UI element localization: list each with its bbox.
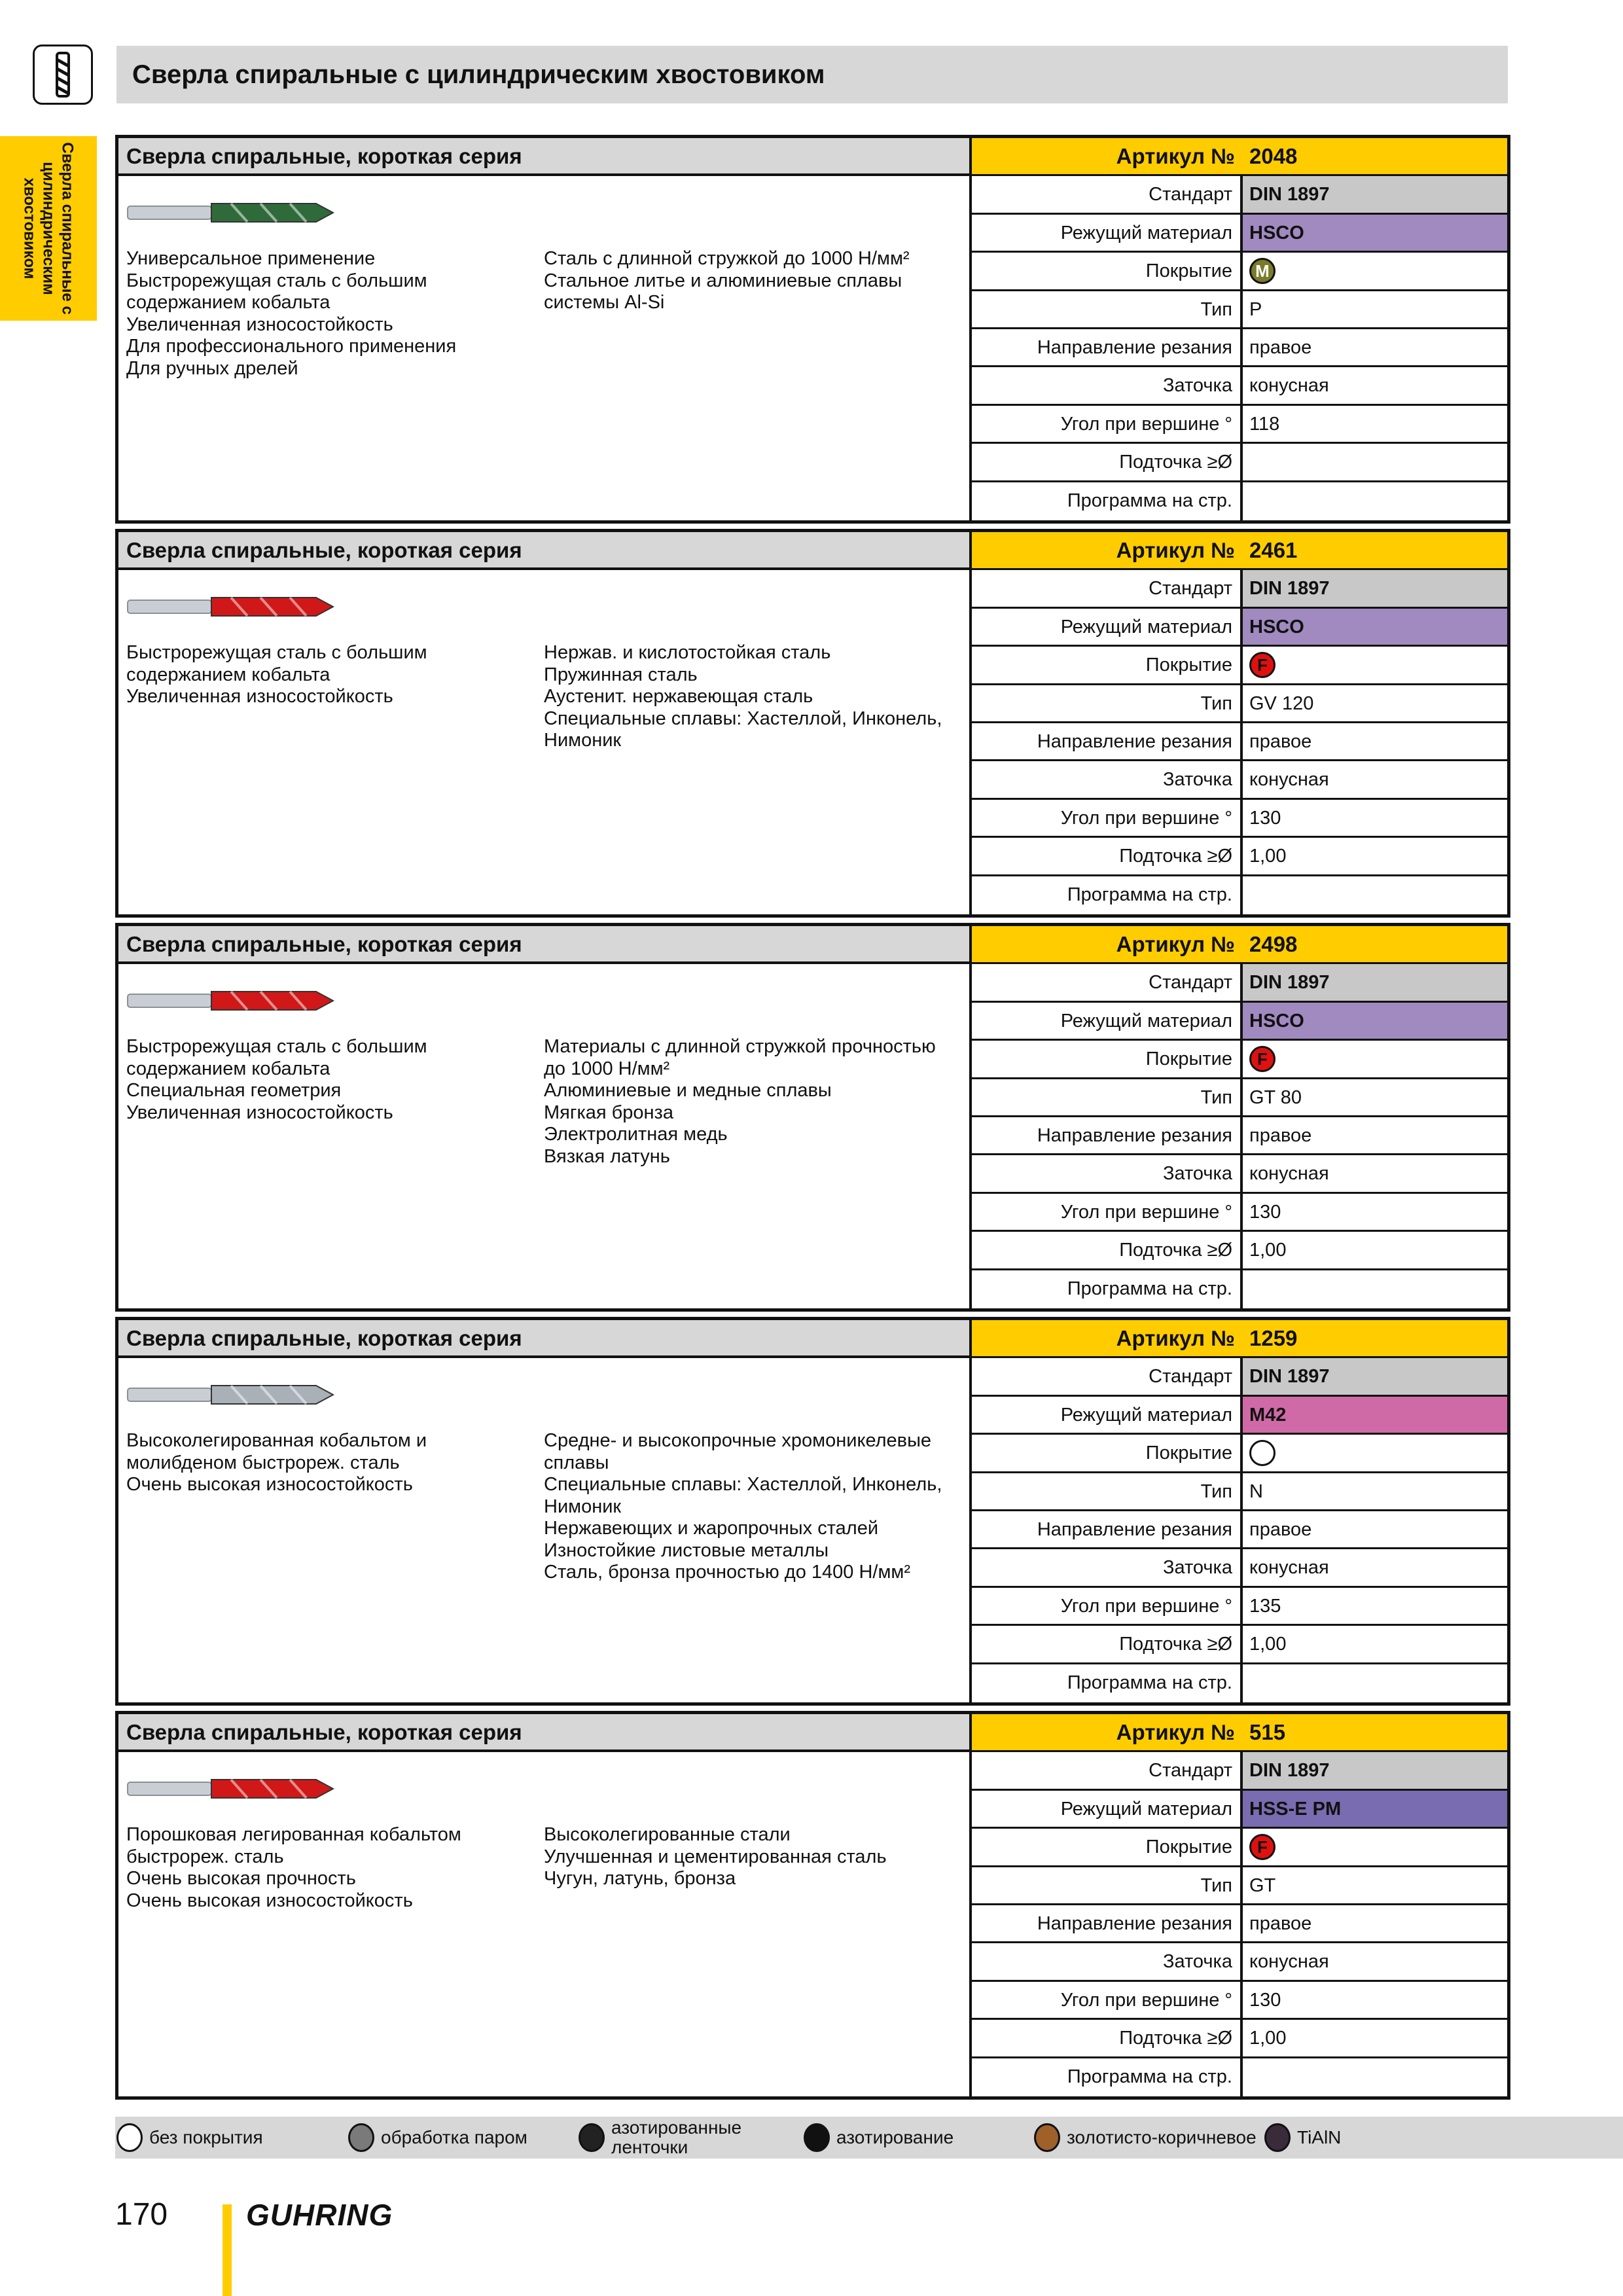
spec-table — [969, 1320, 1507, 1702]
spec-value-program — [1243, 876, 1507, 914]
spec-row-material — [972, 215, 1507, 253]
legend-label: азотирование — [836, 2127, 954, 2147]
product-block — [115, 1317, 1510, 1706]
spec-label: Угол при вершине ° — [972, 1194, 1243, 1230]
spec-value-type: GT 80 — [1249, 1086, 1302, 1108]
spec-value-thinning: 1,00 — [1249, 1634, 1287, 1655]
spec-label: Угол при вершине ° — [972, 1588, 1243, 1624]
spec-value-coating — [1243, 253, 1507, 289]
legend-label: золотисто-коричневое — [1067, 2127, 1257, 2147]
spec-row-coating — [972, 1041, 1507, 1079]
legend-label: обработка паром — [381, 2127, 527, 2147]
legend-item — [348, 2117, 527, 2159]
legend-item — [116, 2117, 263, 2159]
spec-row-standard — [972, 1358, 1507, 1396]
drill-image — [126, 1773, 334, 1804]
section-tab-label: Сверла спиральные с цилиндрическим хвостовиком — [20, 142, 77, 315]
spec-value-grind: конусная — [1249, 1557, 1329, 1579]
spec-value-thinning — [1243, 444, 1507, 480]
spec-label: Программа на стр. — [972, 876, 1243, 914]
spec-label: Подточка ≥Ø — [972, 1232, 1243, 1268]
spec-label: Направление резания — [972, 1905, 1243, 1941]
spec-row-program — [972, 1270, 1507, 1308]
spec-row-type — [972, 1079, 1507, 1117]
spec-row-standard — [972, 964, 1507, 1002]
spec-row-direction — [972, 329, 1507, 367]
spec-value-grind: конусная — [1249, 375, 1329, 397]
spec-value-standard: DIN 1897 — [1243, 1358, 1507, 1394]
spec-row-article — [972, 1714, 1507, 1752]
spec-table — [969, 1714, 1507, 2096]
product-block — [115, 923, 1510, 1312]
product-features: Высоколегированная кобальтом и молибденом быстрореж. сталь Очень высокая износостойкость — [126, 1430, 427, 1495]
spec-row-angle — [972, 406, 1507, 444]
drill-image — [126, 197, 334, 228]
spec-row-type — [972, 685, 1507, 723]
uncoated-icon — [116, 2123, 143, 2152]
spec-value-grind: конусная — [1249, 769, 1329, 791]
spec-label: Стандарт — [972, 1358, 1243, 1394]
spec-label: Артикул № — [1116, 1720, 1235, 1744]
spec-table — [969, 926, 1507, 1308]
article-number: 1259 — [1249, 1326, 1298, 1350]
product-title: Сверла спиральные, короткая серия — [118, 1714, 969, 1752]
spec-label: Направление резания — [972, 1511, 1243, 1547]
product-title: Сверла спиральные, короткая серия — [118, 138, 969, 176]
product-applications: Материалы с длинной стружкой прочностью до 1000 Н/мм² Алюминиевые и медные сплавы Мягкая бронза Электролитная медь Вязкая латунь — [544, 1036, 936, 1167]
article-number: 2461 — [1249, 538, 1298, 562]
spec-row-type — [972, 1473, 1507, 1511]
coating-badge-icon: F — [1249, 1046, 1275, 1072]
spec-value-type: N — [1249, 1480, 1263, 1502]
spec-value-angle: 118 — [1249, 413, 1280, 435]
spec-label: Покрытие — [972, 1041, 1243, 1077]
spec-row-thinning — [972, 838, 1507, 876]
spec-label: Направление резания — [972, 329, 1243, 365]
spec-row-material — [972, 1397, 1507, 1435]
spec-row-article — [972, 138, 1507, 176]
spec-label: Программа на стр. — [972, 2058, 1243, 2096]
spec-table — [969, 138, 1507, 520]
spec-row-grind — [972, 761, 1507, 799]
nitrided-icon — [804, 2123, 830, 2152]
product-title: Сверла спиральные, короткая серия — [118, 532, 969, 570]
spec-row-program — [972, 1664, 1507, 1702]
spec-row-thinning — [972, 444, 1507, 482]
spec-label: Программа на стр. — [972, 1270, 1243, 1308]
product-features: Быстрорежущая сталь с большим содержанием кобальта Специальная геометрия Увеличенная износостойкость — [126, 1036, 427, 1123]
gold-brown-icon — [1034, 2123, 1060, 2152]
spec-row-grind — [972, 1943, 1507, 1981]
spec-label: Режущий материал — [972, 609, 1243, 645]
spec-value-direction: правое — [1249, 336, 1312, 358]
spec-row-grind — [972, 1549, 1507, 1587]
spec-value-grind: конусная — [1249, 1163, 1329, 1185]
spec-label: Покрытие — [972, 253, 1243, 289]
legend-label: без покрытия — [149, 2127, 263, 2147]
spec-row-material — [972, 609, 1507, 647]
nitrided-lands-icon — [579, 2123, 605, 2152]
spec-label: Подточка ≥Ø — [972, 444, 1243, 480]
spec-label: Режущий материал — [972, 1397, 1243, 1433]
spec-label: Угол при вершине ° — [972, 1982, 1243, 2018]
product-block — [115, 1711, 1510, 2100]
spec-row-program — [972, 482, 1507, 520]
spec-row-thinning — [972, 2020, 1507, 2058]
spec-label: Подточка ≥Ø — [972, 2020, 1243, 2056]
spec-row-program — [972, 876, 1507, 914]
product-title: Сверла спиральные, короткая серия — [118, 926, 969, 964]
brand-logo: GUHRING — [246, 2198, 393, 2232]
spec-row-material — [972, 1003, 1507, 1041]
spec-row-thinning — [972, 1232, 1507, 1270]
spec-value-program — [1243, 1664, 1507, 1702]
spec-value-standard: DIN 1897 — [1243, 1752, 1507, 1788]
spec-label: Направление резания — [972, 723, 1243, 759]
spec-value-angle: 130 — [1249, 1989, 1281, 2011]
article-number: 515 — [1249, 1720, 1286, 1744]
product-features: Быстрорежущая сталь с большим содержанием кобальта Увеличенная износостойкость — [126, 642, 427, 707]
product-features: Порошковая легированная кобальтом быстрореж. сталь Очень высокая прочность Очень высокая износостойкость — [126, 1824, 461, 1911]
spec-value-standard: DIN 1897 — [1243, 176, 1507, 212]
product-title: Сверла спиральные, короткая серия — [118, 1320, 969, 1358]
legend-item — [804, 2117, 954, 2159]
spec-value-material: HSCO — [1243, 609, 1507, 645]
spec-value-program — [1243, 1270, 1507, 1308]
spec-label: Тип — [972, 1473, 1243, 1509]
drill-logo-icon — [33, 45, 93, 105]
spec-value-program — [1243, 482, 1507, 520]
spec-row-coating — [972, 253, 1507, 291]
drill-image — [126, 1379, 334, 1410]
spec-label: Режущий материал — [972, 1791, 1243, 1827]
spec-row-article — [972, 532, 1507, 570]
spec-row-standard — [972, 570, 1507, 608]
coating-badge-icon: F — [1249, 1834, 1275, 1860]
spec-value-angle: 135 — [1249, 1595, 1281, 1617]
spec-label: Тип — [972, 291, 1243, 327]
spec-value-standard: DIN 1897 — [1243, 570, 1507, 606]
spec-value-grind: конусная — [1249, 1951, 1329, 1973]
article-number: 2048 — [1249, 144, 1298, 168]
product-applications: Сталь с длинной стружкой до 1000 Н/мм² Стальное литье и алюминиевые сплавы системы Al-Si — [544, 248, 910, 313]
spec-value-angle: 130 — [1249, 1201, 1281, 1223]
spec-value-type: GV 120 — [1249, 692, 1314, 714]
spec-row-article — [972, 1320, 1507, 1358]
spec-label: Подточка ≥Ø — [972, 838, 1243, 874]
spec-value-program — [1243, 2058, 1507, 2096]
spec-value-material: HSS-E PM — [1243, 1791, 1507, 1827]
spec-value-thinning: 1,00 — [1249, 1240, 1287, 1261]
spec-row-angle — [972, 1982, 1507, 2020]
spec-label: Стандарт — [972, 964, 1243, 1000]
spec-label: Покрытие — [972, 647, 1243, 683]
spec-label: Артикул № — [1116, 538, 1235, 562]
legend-item — [579, 2117, 741, 2159]
spec-label: Программа на стр. — [972, 482, 1243, 520]
spec-label: Заточка — [972, 1549, 1243, 1585]
spec-row-angle — [972, 1588, 1507, 1626]
spec-row-grind — [972, 367, 1507, 405]
spec-value-angle: 130 — [1249, 807, 1281, 829]
product-block — [115, 135, 1510, 524]
product-applications: Нержав. и кислотостойкая сталь Пружинная сталь Аустенит. нержавеющая сталь Специальные сплавы: Хастеллой, Инконель, Нимоник — [544, 642, 942, 751]
legend-label: азотированные ленточки — [611, 2117, 742, 2157]
product-features: Универсальное применение Быстрорежущая сталь с большим содержанием кобальта Увеличенная износостойкость Для профессионального применения Для ручных дрелей — [126, 248, 457, 379]
spec-value-material: HSCO — [1243, 1003, 1507, 1039]
spec-row-grind — [972, 1155, 1507, 1193]
tialn-icon — [1264, 2123, 1291, 2152]
spec-row-coating — [972, 647, 1507, 685]
spec-row-coating — [972, 1829, 1507, 1867]
spec-row-direction — [972, 1511, 1507, 1549]
legend-label: TiAlN — [1297, 2127, 1342, 2147]
spec-label: Режущий материал — [972, 1003, 1243, 1039]
spec-row-angle — [972, 1194, 1507, 1232]
steam-treated-icon — [348, 2123, 374, 2152]
spec-value-coating — [1243, 1435, 1507, 1471]
spec-label: Заточка — [972, 1155, 1243, 1191]
spec-label: Покрытие — [972, 1829, 1243, 1865]
spec-label: Артикул № — [1116, 932, 1235, 956]
spec-value-standard: DIN 1897 — [1243, 964, 1507, 1000]
legend-item — [1264, 2117, 1341, 2159]
spec-row-thinning — [972, 1626, 1507, 1664]
drill-image — [126, 591, 334, 622]
page-number: 170 — [115, 2197, 168, 2232]
spec-row-standard — [972, 176, 1507, 214]
spec-value-direction: правое — [1249, 1124, 1312, 1146]
spec-value-coating — [1243, 1041, 1507, 1077]
spec-value-coating — [1243, 1829, 1507, 1865]
spec-label: Направление резания — [972, 1117, 1243, 1153]
spec-row-standard — [972, 1752, 1507, 1790]
spec-row-material — [972, 1791, 1507, 1829]
spec-label: Угол при вершине ° — [972, 800, 1243, 836]
spec-row-type — [972, 1867, 1507, 1905]
spec-value-thinning: 1,00 — [1249, 2028, 1287, 2049]
spec-label: Артикул № — [1116, 1326, 1235, 1350]
spec-label: Тип — [972, 1079, 1243, 1115]
spec-row-type — [972, 291, 1507, 329]
product-block — [115, 529, 1510, 918]
coating-badge-icon — [1249, 1440, 1275, 1466]
spec-label: Угол при вершине ° — [972, 406, 1243, 442]
spec-label: Стандарт — [972, 176, 1243, 212]
section-tab — [0, 136, 97, 321]
coating-legend — [115, 2117, 1623, 2159]
product-applications: Высоколегированные стали Улучшенная и цементированная сталь Чугун, латунь, бронза — [544, 1824, 887, 1889]
spec-row-direction — [972, 1117, 1507, 1155]
spec-value-type: GT — [1249, 1874, 1276, 1896]
spec-label: Стандарт — [972, 570, 1243, 606]
spec-row-direction — [972, 1905, 1507, 1943]
spec-value-direction: правое — [1249, 1518, 1312, 1540]
spec-table — [969, 532, 1507, 914]
spec-value-material: HSCO — [1243, 215, 1507, 251]
spec-row-angle — [972, 800, 1507, 838]
spec-value-direction: правое — [1249, 730, 1312, 752]
spec-row-article — [972, 926, 1507, 964]
article-number: 2498 — [1249, 932, 1298, 956]
coating-badge-icon: M — [1249, 258, 1275, 284]
spec-label: Заточка — [972, 1943, 1243, 1979]
spec-label: Тип — [972, 685, 1243, 721]
spec-value-type: P — [1249, 298, 1262, 320]
footer-accent-bar — [223, 2204, 232, 2296]
spec-value-thinning: 1,00 — [1249, 846, 1287, 867]
drill-image — [126, 985, 334, 1016]
spec-label: Тип — [972, 1867, 1243, 1903]
page-title: Сверла спиральные с цилиндрическим хвостовиком — [116, 46, 1508, 103]
spec-label: Подточка ≥Ø — [972, 1626, 1243, 1662]
spec-label: Покрытие — [972, 1435, 1243, 1471]
spec-value-direction: правое — [1249, 1912, 1312, 1934]
spec-label: Стандарт — [972, 1752, 1243, 1788]
spec-value-coating — [1243, 647, 1507, 683]
spec-label: Режущий материал — [972, 215, 1243, 251]
spec-value-material: M42 — [1243, 1397, 1507, 1433]
spec-label: Программа на стр. — [972, 1664, 1243, 1702]
spec-row-program — [972, 2058, 1507, 2096]
product-applications: Средне- и высокопрочные хромоникелевые сплавы Специальные сплавы: Хастеллой, Инконель, Нимоник Нержавеющих и жаропрочных сталей Изностойкие листовые металлы Сталь, бронза прочностью до 1400 Н/мм² — [544, 1430, 942, 1583]
spec-row-coating — [972, 1435, 1507, 1473]
spec-row-direction — [972, 723, 1507, 761]
spec-label: Заточка — [972, 761, 1243, 797]
legend-item — [1034, 2117, 1257, 2159]
spec-label: Заточка — [972, 367, 1243, 403]
coating-badge-icon: F — [1249, 652, 1275, 678]
spec-label: Артикул № — [1116, 144, 1235, 168]
